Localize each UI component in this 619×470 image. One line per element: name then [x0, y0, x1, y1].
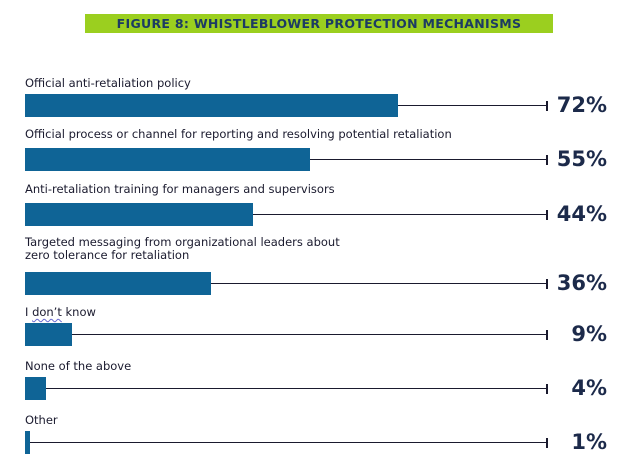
category-label: None of the above — [25, 359, 132, 373]
bar-track — [25, 442, 547, 443]
bar — [25, 148, 310, 171]
category-label: Other — [25, 413, 58, 427]
bar — [25, 377, 46, 400]
bar — [25, 94, 398, 117]
value-label: 72% — [556, 93, 607, 117]
value-label: 4% — [571, 376, 607, 400]
value-label: 1% — [571, 430, 607, 454]
bar — [25, 272, 211, 295]
bar — [25, 203, 253, 226]
bar — [25, 323, 72, 346]
value-label: 44% — [556, 202, 607, 226]
value-label: 55% — [556, 147, 607, 171]
bar — [25, 431, 30, 454]
bar-track — [25, 334, 547, 335]
bar-track — [25, 388, 547, 389]
category-label: Anti-retaliation training for managers and supervisors — [25, 182, 335, 196]
value-label: 9% — [571, 322, 607, 346]
chart-title: FIGURE 8: WHISTLEBLOWER PROTECTION MECHANISMS — [116, 16, 522, 31]
category-label: Targeted messaging from organizational leaders about zero tolerance for retaliation — [25, 235, 340, 262]
category-label: I don’t know — [25, 305, 96, 319]
category-label: Official process or channel for reporting and resolving potential retaliation — [25, 127, 452, 141]
value-label: 36% — [556, 271, 607, 295]
category-label: Official anti-retaliation policy — [25, 76, 191, 90]
